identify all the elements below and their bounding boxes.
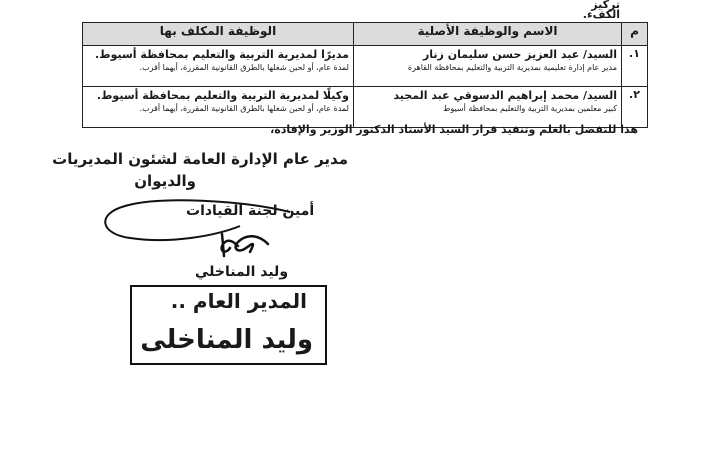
col-header-original: الاسم والوظيفة الأصلية	[354, 23, 622, 46]
row-number: ١.	[622, 46, 648, 87]
top-cropped-text: تركيز الكفء.	[582, 0, 620, 21]
col-header-assigned: الوظيفة المكلف بها	[83, 23, 354, 46]
signatory-title-continued: والديوان	[134, 172, 196, 190]
stamp-title: المدير العام ..	[170, 289, 307, 313]
original-detail: كبير معلمين بمديرية التربية والتعليم بمحافظة أسيوط	[442, 104, 617, 113]
col-header-num: م	[622, 23, 648, 46]
assigned-detail: لمدة عام، أو لحين شغلها بالطرق القانونية المقررة، أيهما أقرب.	[139, 63, 349, 72]
committee-secretary-label: أمين لجنة القيادات	[186, 203, 315, 219]
closing-text: هذا للتفضل بالعلم وتنفيذ قرار السيد الأستاذ الدكتور الوزير والإفادة،	[270, 123, 638, 136]
original-name: السيد/ محمد إبراهيم الدسوقي عبد المجيد	[393, 89, 617, 102]
signatory-name: وليد المناخلي	[195, 264, 289, 280]
official-stamp	[130, 285, 327, 365]
stamp-name: وليد المناخلى	[140, 325, 313, 355]
assigned-detail: لمدة عام، أو لحين شغلها بالطرق القانونية المقررة، أيهما أقرب.	[139, 104, 349, 113]
assigned-main: وكيلًا لمديرية التربية والتعليم بمحافظة أسيوط.	[96, 89, 349, 102]
original-detail: مدير عام إدارة تعليمية بمديرية التربية والتعليم بمحافظة القاهرة	[407, 63, 617, 72]
row-number: ٢.	[622, 87, 648, 128]
assigned-main: مديرًا لمديرية التربية والتعليم بمحافظة أسيوط.	[95, 48, 349, 61]
handwritten-signature	[222, 234, 268, 256]
original-name: السيد/ عبد العزيز حسن سليمان زنار	[422, 48, 617, 61]
signatory-title: مدير عام الإدارة العامة لشئون المديريات	[52, 150, 348, 168]
